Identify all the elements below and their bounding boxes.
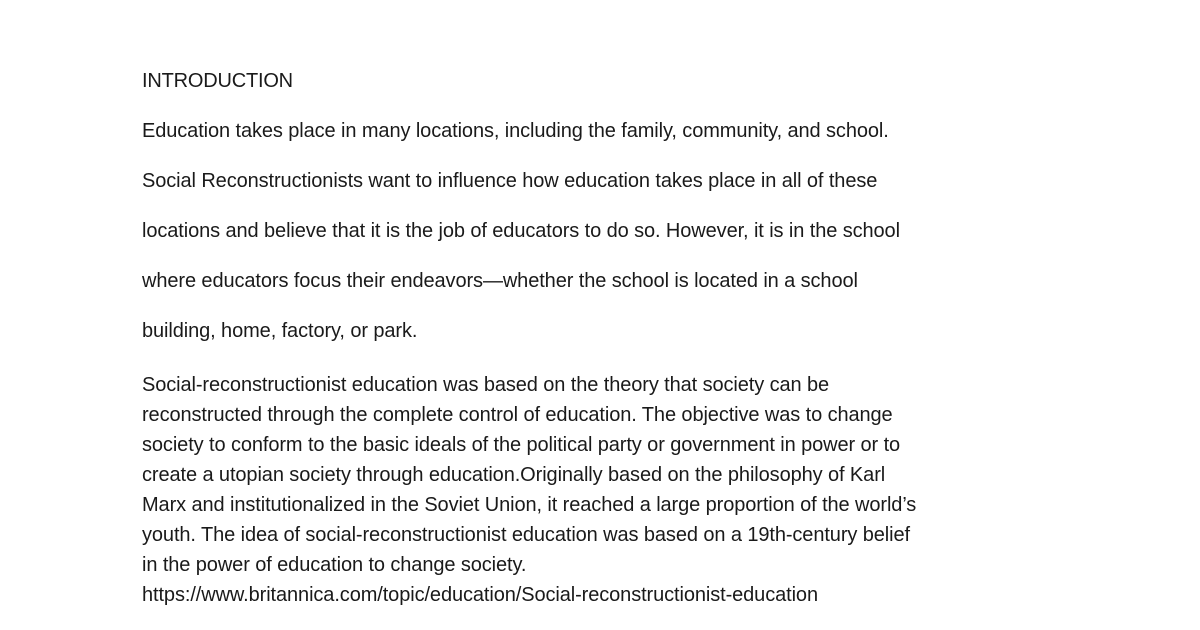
quote-line: Marx and institutionalized in the Soviet Union, it reached a large proportion of the world’s [142,494,917,516]
document-heading: INTRODUCTION [142,70,293,92]
source-url: https://www.britannica.com/topic/education/Social-reconstructionist-education [142,584,818,606]
quote-line: society to conform to the basic ideals of the political party or government in power or to [142,434,901,456]
quote-line: Social-reconstructionist education was based on the theory that society can be [142,374,830,396]
intro-line: Education takes place in many locations, including the family, community, and school. [142,120,889,142]
intro-line: building, home, factory, or park. [142,320,418,342]
intro-line: where educators focus their endeavors—whether the school is located in a school [142,270,858,292]
quote-line: in the power of education to change society. [142,554,527,576]
quote-line: youth. The idea of social-reconstructionist education was based on a 19th-century belief [142,524,910,546]
intro-line: locations and believe that it is the job of educators to do so. However, it is in the school [142,220,900,242]
quote-line: create a utopian society through education.Originally based on the philosophy of Karl [142,464,886,486]
quoted-paragraph [142,370,1102,610]
quote-line: reconstructed through the complete control of education. The objective was to change [142,404,893,426]
intro-line: Social Reconstructionists want to influence how education takes place in all of these [142,170,878,192]
